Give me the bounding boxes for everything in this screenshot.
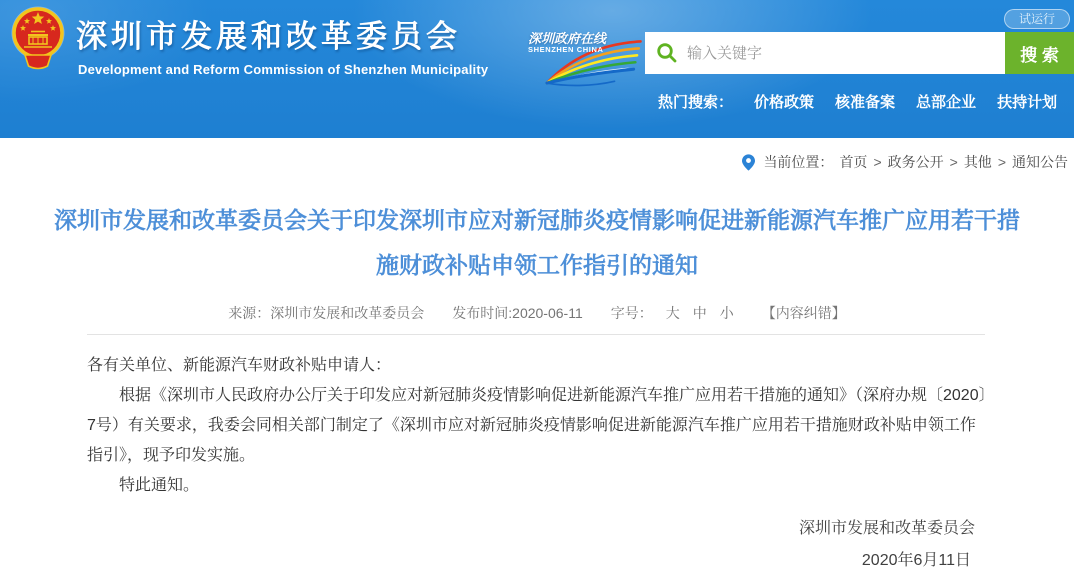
divider: [87, 334, 985, 335]
paragraph-closing: 特此通知。: [119, 477, 200, 494]
hot-search-link-hq[interactable]: 总部企业: [916, 94, 977, 111]
breadcrumb: [742, 152, 1068, 172]
search-field: [645, 32, 1005, 74]
meta-publish-time: [452, 303, 582, 323]
brand-text: [76, 5, 488, 77]
hot-search-link-approval[interactable]: 核准备案: [835, 94, 896, 111]
fontsize-controls: [611, 303, 734, 323]
paragraph-salutation: 各有关单位、新能源汽车财政补贴申请人：: [87, 357, 392, 374]
breadcrumb-item-notices[interactable]: 通知公告: [1012, 154, 1068, 170]
hot-search-label: 热门搜索：: [658, 94, 734, 111]
location-pin-icon: [742, 154, 755, 171]
search-icon: [656, 42, 678, 64]
trial-badge[interactable]: 试运行: [1004, 9, 1070, 29]
shenzhen-gov-logo[interactable]: [526, 26, 644, 90]
search-input[interactable]: [687, 45, 1005, 62]
national-emblem-icon: [10, 5, 66, 71]
fontsize-label: 字号：: [610, 305, 653, 321]
logo-text-cn: 深圳政府在线: [528, 31, 607, 46]
breadcrumb-separator: >: [873, 154, 882, 170]
content-correction-button[interactable]: 【内容纠错】: [761, 305, 846, 321]
search-bar: [645, 32, 1074, 74]
breadcrumb-separator: >: [997, 154, 1006, 170]
logo-text-en: SHENZHEN CHINA: [528, 45, 604, 54]
meta-source-label: 来源：: [228, 305, 271, 321]
hot-search-link-support[interactable]: 扶持计划: [997, 94, 1058, 111]
signature-date: 2020年6月11日: [861, 552, 971, 569]
site-brand-link[interactable]: [10, 5, 488, 77]
article-meta: [0, 303, 1074, 323]
breadcrumb-separator: >: [949, 154, 958, 170]
meta-source-value: 深圳市发展和改革委员会: [270, 305, 425, 321]
site-header: [0, 0, 1074, 138]
site-title: 深圳市发展和改革委员会: [76, 19, 461, 54]
site-subtitle: Development and Reform Commission of Shenzhen Municipality: [78, 62, 489, 77]
search-button[interactable]: 搜 索: [1005, 32, 1074, 74]
breadcrumb-label: 当前位置：: [763, 154, 834, 170]
fontsize-small-button[interactable]: 小: [719, 305, 734, 321]
signature-name: 深圳市发展和改革委员会: [798, 520, 975, 537]
article-body: [87, 351, 987, 576]
breadcrumb-item-home[interactable]: 首页: [839, 154, 868, 170]
meta-publish-value: 2020-06-11: [512, 305, 583, 321]
hot-search-row: [658, 91, 1057, 112]
hot-search-link-price[interactable]: 价格政策: [754, 94, 815, 111]
breadcrumb-item-other[interactable]: 其他: [963, 154, 992, 170]
breadcrumb-item-gov-info[interactable]: 政务公开: [887, 154, 944, 170]
article-title: 深圳市发展和改革委员会关于印发深圳市应对新冠肺炎疫情影响促进新能源汽车推广应用若干措施财政补贴申领工作指引的通知: [54, 207, 1020, 278]
meta-publish-label: 发布时间:: [452, 305, 513, 321]
meta-source: [228, 303, 424, 323]
fontsize-large-button[interactable]: 大: [665, 305, 680, 321]
paragraph-main: 根据《深圳市人民政府办公厅关于印发应对新冠肺炎疫情影响促进新能源汽车推广应用若干措施的通知》（深府办规〔2020〕7号）有关要求，我委会同相关部门制定了《深圳市应对新冠肺炎疫情影响促进新能源汽车推广应用若干措施财政补贴申领工作指引》，现予印发实施。: [87, 387, 987, 464]
fontsize-medium-button[interactable]: 中: [692, 305, 707, 321]
